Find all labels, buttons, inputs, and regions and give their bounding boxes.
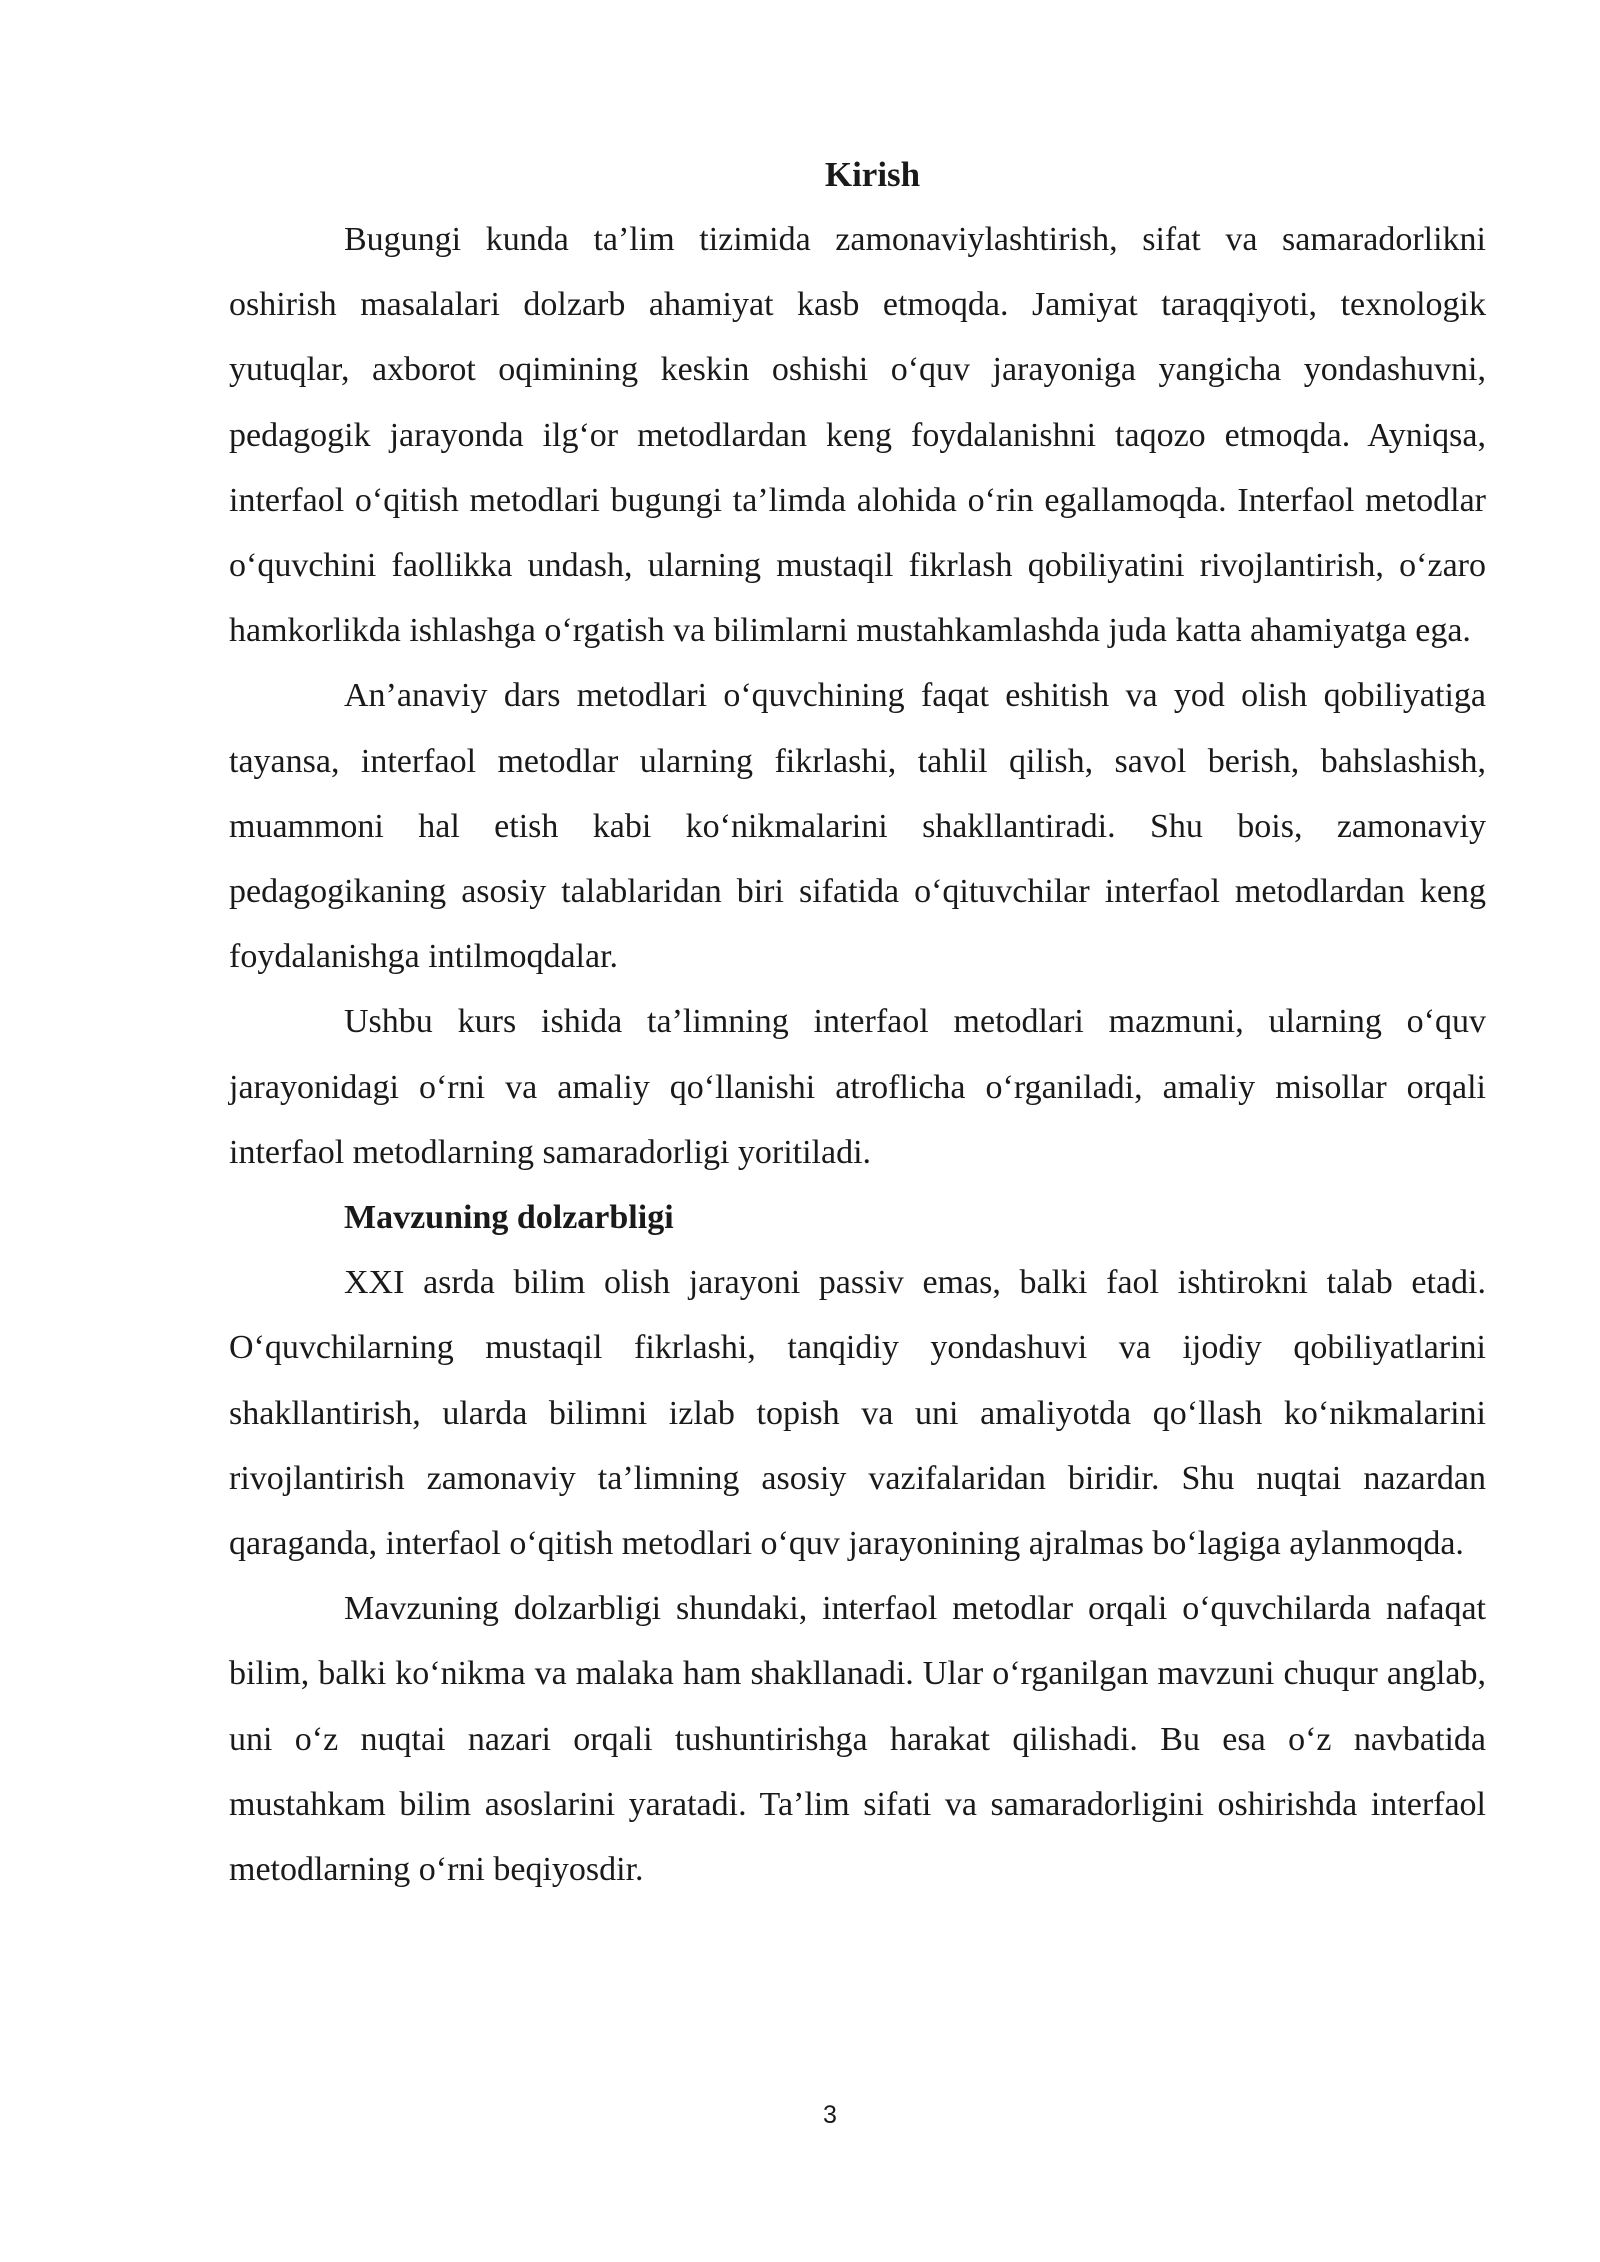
paragraph-section-1: XXI asrda bilim olish jarayoni passiv emas, balki faol ishtirokni talab etadi. O‘quvchilarning mustaqil fikrlashi, tanqidiy yondashuvi va ijodiy qobiliyatlarini shakllantirish, ularda bilimni izlab topish va uni amaliyotda qo‘llash ko‘nikmalarini rivojlantirish zamonaviy ta’limning asosiy vazifalaridan biridir. Shu nuqtai nazardan qaraganda, interfaol o‘qitish metodlari o‘quv jarayonining ajralmas bo‘lagiga aylanmoqda.	[229, 1264, 1486, 1563]
paragraph-intro-2: An’anaviy dars metodlari o‘quvchining faqat eshitish va yod olish qobiliyatiga tayansa, interfaol metodlar ularning fikrlashi, tahlil qilish, savol berish, bahslashish, muammoni hal etish kabi ko‘nikmalarini shakllantiradi. Shu bois, zamonaviy pedagogikaning asosiy talablaridan biri sifatida o‘qituvchilar interfaol metodlardan keng foydalanishga intilmoqdalar.	[229, 677, 1486, 976]
page-title: Kirish	[824, 155, 921, 194]
paragraph-intro-3: Ushbu kurs ishida ta’limning interfaol metodlari mazmuni, ularning o‘quv jarayonidagi o‘rni va amaliy qo‘llanishi atroflicha o‘rganiladi, amaliy misollar orqali interfaol metodlarning samaradorligi yoritiladi.	[229, 1003, 1486, 1171]
paragraph-section-2: Mavzuning dolzarbligi shundaki, interfaol metodlar orqali o‘quvchilarda nafaqat bilim, balki ko‘nikma va malaka ham shakllanadi. Ular o‘rganilgan mavzuni chuqur anglab, uni o‘z nuqtai nazari orqali tushuntirishga harakat qilishadi. Bu esa o‘z navbatida mustahkam bilim asoslarini yaratadi. Ta’lim sifati va samaradorligini oshirishda interfaol metodlarning o‘rni beqiyosdir.	[229, 1590, 1486, 1889]
document-page	[229, 150, 1486, 1902]
page-number: 3	[823, 2101, 837, 2129]
section-heading: Mavzuning dolzarbligi	[344, 1199, 674, 1237]
paragraph-intro-1: Bugungi kunda ta’lim tizimida zamonaviylashtirish, sifat va samaradorlikni oshirish masalalari dolzarb ahamiyat kasb etmoqda. Jamiyat taraqqiyoti, texnologik yutuqlar, axborot oqimining keskin oshishi o‘quv jarayoniga yangicha yondashuvni, pedagogik jarayonda ilg‘or metodlardan keng foydalanishni taqozo etmoqda. Ayniqsa, interfaol o‘qitish metodlari bugungi ta’limda alohida o‘rin egallamoqda. Interfaol metodlar o‘quvchini faollikka undash, ularning mustaqil fikrlash qobiliyatini rivojlantirish, o‘zaro hamkorlikda ishlashga o‘rgatish va bilimlarni mustahkamlashda juda katta ahamiyatga ega.	[229, 221, 1486, 650]
